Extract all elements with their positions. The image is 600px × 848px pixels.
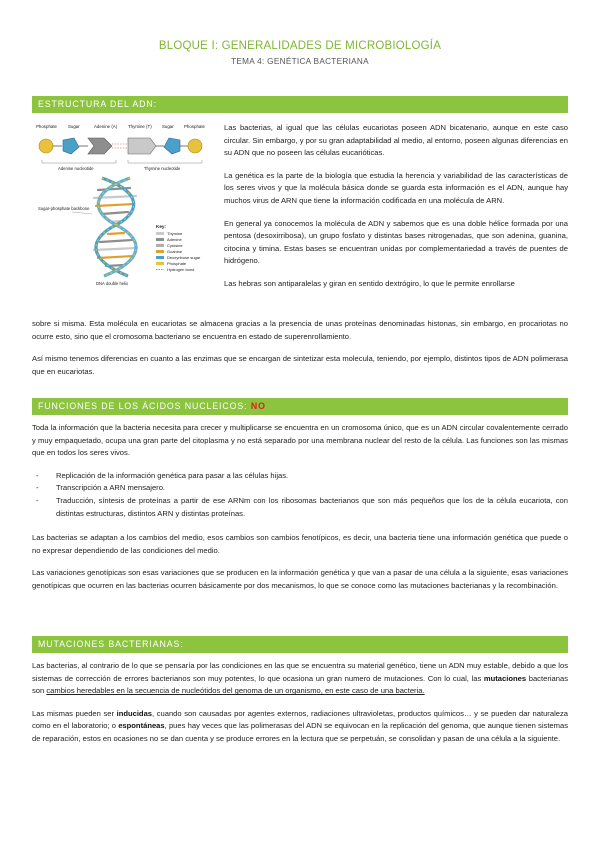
s1-paragraph-5: Así mismo tenemos diferencias en cuanto a las enzimas que se encargan de sintetizar esta molecula, teniendo, por ejemplo, distintos tipos de ADN polimerasa que en eucariotas. [32,354,568,376]
adenine-shape [88,138,112,154]
fig-label-sugar-1: Sugar [68,124,80,129]
list-item: - Traducción, síntesis de proteínas a partir de ese ARNm con los ribosomas bacterianos que son más pequeños que los de la célula eucariota, con distintas estructuras, distintos ARN y distintas proteínas. [32,495,568,520]
section-header-estructura [32,96,568,113]
s3-paragraph-2 [32,708,568,746]
s1-paragraph-2: La genética es la parte de la biología que estudia la herencia y variabilidad de las características de los seres vivos y que la molécula básica donde se guarda esta información es el ADN, aunque hay muchos virus de ARN que tiene la información codificada en una molécula de ARN. [224,170,568,205]
section1-full-text [32,318,568,378]
dna-structure-figure [32,120,214,288]
text-run: Las bacterias, al contrario de lo que se pensaría por las condiciones en las que se encuentra su material genético, tiene un ADN muy estable, debido a que los sistemas de corrección de errores bacterianos son muy potentes, lo que ocasiona un gran numero de mutaciones. Con lo cual, las [32,661,568,683]
highlight-mutaciones: mutaciones [483,673,527,683]
section-title: FUNCIONES DE LOS ÁCIDOS NUCLEICOS: [38,401,251,411]
section1-column-text [224,122,568,291]
functions-list [32,470,568,520]
fig-key-hydrogen-bond: Hydrogen bond [167,267,195,272]
phosphate-shape-left [39,139,53,153]
list-item: - Replicación de la información genética para pasar a las células hijas. [32,470,568,483]
text-run: bacterianas son [32,673,568,696]
s2-paragraph-3: Las variaciones genotípicas son esas variaciones que se producen en la información genética y que van a pasar de una célula a la siguiente, esas variaciones genotípicas que ocurren en las bacterias ocurren básicamente por dos mecanismos, lo que se conoce como las mutaciones bacterianas y la recombinación. [32,568,568,590]
fig-label-phosphate-1: Phosphate [36,124,57,129]
fig-key-adenine: Adenine [167,237,182,242]
fig-key-phosphate: Phosphate [167,261,187,266]
fig-key-thymine: Thymine [167,231,183,236]
sugar-shape-left [63,138,79,154]
fig-key-sugar: Deoxyribose sugar [167,255,201,260]
text-run: , cuando son causadas por agentes externos, radiaciones ultravioletas, productos químicos… y se pueden dar naturaleza como en el laboratorio; o [32,708,568,731]
s2-paragraph-1: Toda la información que la bacteria necesita para crecer y multiplicarse se encuentra en un cromosoma único, que es un ADN circular covalentemente cerrado y muy empaquetado, ocupa una gran parte del citoplasma y no está separado por una membrana nuclear del resto de la célula. Las funciones son las mismas que en todos los seres vivos. [32,423,568,458]
s1-paragraph-4-start: Las hebras son antiparalelas y giran en sentido dextrógiro, lo que le permite enrollarse [224,278,515,288]
dna-double-helix [94,178,136,276]
phosphate-shape-right [188,139,202,153]
nucleotide-pair-diagram [39,138,202,163]
section-header-mutaciones [32,636,568,653]
page-subtitle: TEMA 4: GENÉTICA BACTERIANA [231,57,369,66]
sugar-shape-right [164,138,180,154]
thymine-shape [128,138,156,154]
fig-key-title: Key: [156,224,166,229]
fig-key-guanine: Guanine [167,249,183,254]
section-title: ESTRUCTURA DEL ADN: [38,99,157,109]
s1-paragraph-4-end: sobre si misma. Esta molécula en eucariotas se almacena gracias a la presencia de unas proteínas denominadas histonas, sin embargo, en procariotas no ocurre esto, sino que el cromosoma bacteriano se encuentra en estado de superenrollamiento. [32,319,568,341]
text-run: , pues hay veces que las polimerasas del ADN se equivocan en la replicación del genoma, que aunque tienen sistemas de reparación, estos en ocasiones no se dan cuenta y se produce errores en la lectura que se perpetuán, se consolidan y pasan de una célula a la siguiente. [32,721,568,743]
fig-label-thymine-nucleotide: Thymine nucleotide [144,166,181,171]
fig-label-sugar-2: Sugar [162,124,174,129]
fig-label-backbone: Sugar-phosphate backbone [38,206,90,211]
underlined-definition: cambios heredables en la secuencia de nucleótidos del genoma de un organismo, en este caso de una bacteria. [46,686,425,696]
fig-label-phosphate-2: Phosphate [184,124,205,129]
figure-key [156,224,201,272]
section3-text [32,660,568,746]
section2-text [32,422,568,593]
fig-caption: DNA double helix [96,281,129,286]
warning-tag: NO [250,401,266,411]
page-title: BLOQUE I: GENERALIDADES DE MICROBIOLOGÍA [158,40,442,52]
s1-paragraph-1: Las bacterias, al igual que las células eucariotas poseen ADN bicatenario, aunque en este caso circular. Sin embargo, y por su gran adaptabilidad al medio, al entorno, poseen algunas diferencias en su ADN que no poseen las células eucarióticas. [224,123,568,158]
text-run: Las mismas pueden ser [32,708,117,718]
highlight-inducidas: inducidas [116,708,153,718]
fig-label-thymine: Thymine (T) [128,124,152,129]
s3-paragraph-1 [32,660,568,698]
list-item: - Transcripción a ARN mensajero. [32,482,568,495]
section-title: MUTACIONES BACTERIANAS: [38,639,184,649]
fig-label-adenine: Adenine (A) [94,124,118,129]
s1-paragraph-3: En general ya conocemos la molécula de ADN y sabemos que es una doble hélice formada por una pentosa (desoxirribosa), un grupo fosfato y distintas bases nitrogenadas, que son adenina, guanina, citocina y timina. Estas bases se encuentran unidas por complementariedad a través de puentes de hidrógeno. [224,218,568,266]
s2-paragraph-2: Las bacterias se adaptan a los cambios del medio, esos cambios son cambios fenotípicos, es decir, una bacteria tiene una información genética que puede o no expresar dependiendo de las condiciones del medio. [32,533,568,555]
section-header-funciones [32,398,568,415]
fig-label-adenine-nucleotide: Adenine nucleotide [58,166,94,171]
fig-key-cytosine: Cytosine [167,243,183,248]
highlight-espontaneas: espontáneas [118,721,165,731]
